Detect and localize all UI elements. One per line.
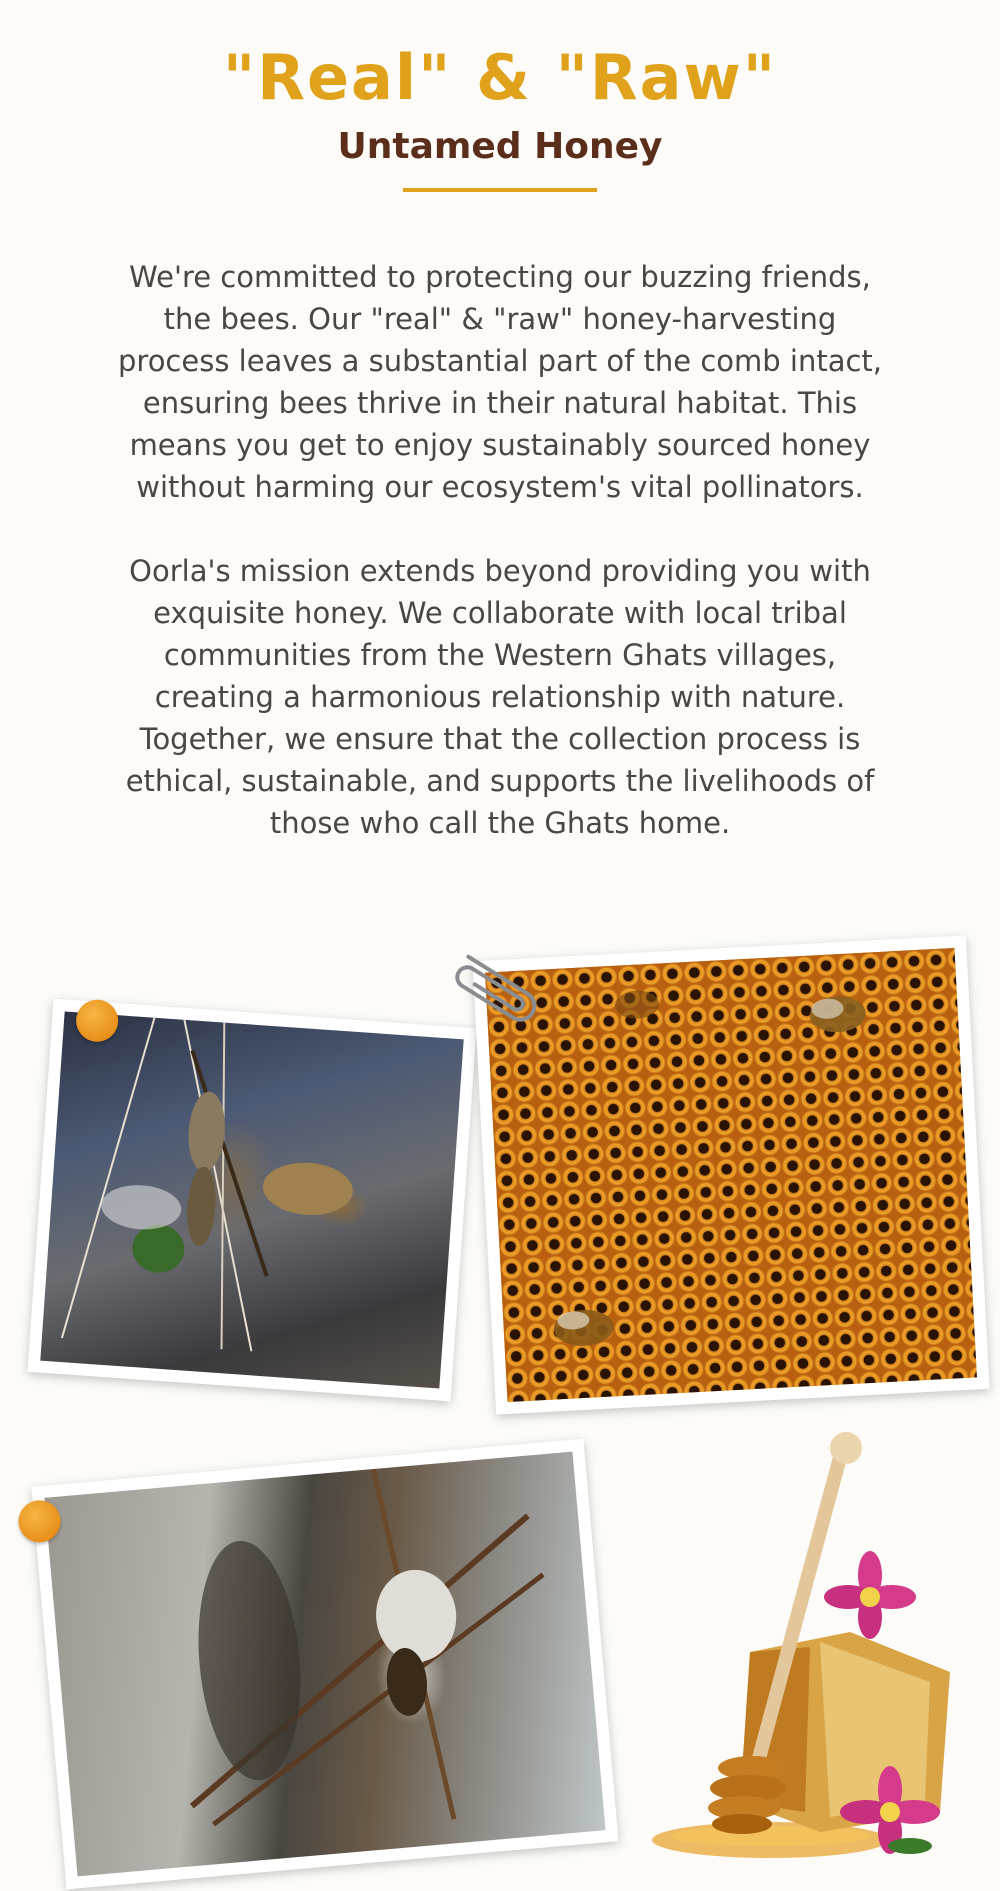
paragraph-mission: Oorla's mission extends beyond providing you with exquisite honey. We collaborate with local tribal communities from the Western Ghats villages, creating a harmonious relationship with nature. Together, we ensure that the collection process is ethical, sustainable, and supports the livelihoods of those who call the Ghats home. (125, 554, 875, 840)
page-title: "Real" & "Raw" (222, 41, 778, 114)
polaroid-cliff-harvesters (27, 999, 476, 1402)
title-underline (403, 188, 597, 192)
page-subtitle: Untamed Honey (337, 126, 663, 167)
climber-photo (44, 1452, 605, 1877)
polaroid-honeycomb (472, 935, 989, 1414)
cliff-harvesters-photo (40, 1011, 463, 1388)
honeycomb-photo (485, 948, 977, 1402)
honey-dipper-graphic (630, 1432, 970, 1866)
polaroid-climber (31, 1439, 618, 1890)
paragraph-bees: We're committed to protecting our buzzing friends, the bees. Our "real" & "raw" honey-harvesting process leaves a substantial part of the comb intact, ensuring bees thrive in their natural habitat. This means you get to enjoy sustainably sourced honey without harming our ecosystem's vital pollinators. (118, 260, 882, 504)
mission-text (110, 256, 890, 886)
header (0, 36, 1000, 192)
